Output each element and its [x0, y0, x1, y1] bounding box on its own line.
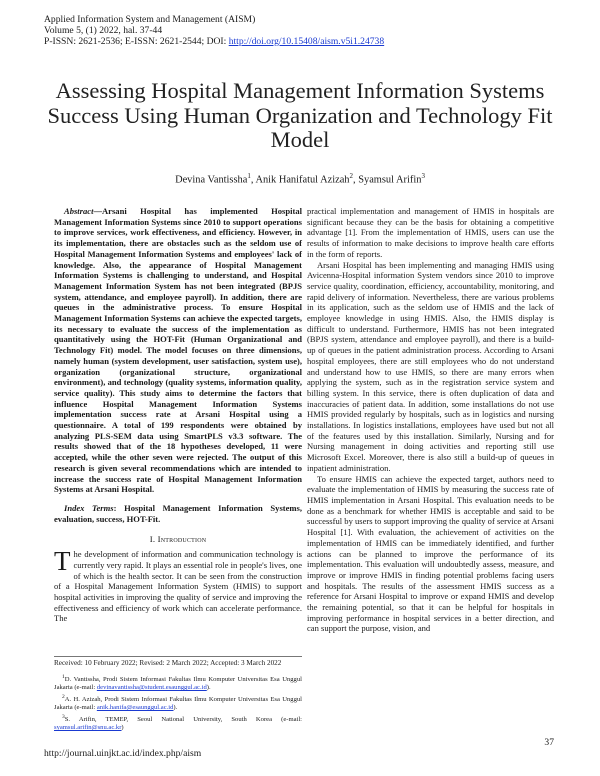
body-paragraph: Arsani Hospital has been implementing and managing HMIS using Avicenna-Hospital information System vendors since 2010 to improve service quality, coordination, efficiency, accountability, monitoring, and rapid delivery of information. Nevertheless, there are various problems in its application, such as the seldom use of HMIS and the lack of employee knowledge in using HMIS. Also, the HMIS display is difficult to understand. Furthermore, HMIS has not been integrated (BPJS system, attendance and employee payroll), and there is a build-up of queues in the patient administration process. According to Arsani hospital employees, there are still employees who do not understand and understand how to use HMIS, so there are many errors when applying the system, such as in the registration service system and billing system. In this service, there is often duplication of data and inaccuracies of patient data. In addition, some installations do not use HMIS provided regularly by hospitals, such as in logistics and nursing installations. In logistics installations, employees have used but not all of the features used by this installation. Similarly, Nursing and for Nursing management in doing activities and reporting still use Microsoft Excel. Moreover, there is also still a build-up of queues in inpatient administration. [307, 259, 554, 473]
right-column [307, 206, 554, 634]
page-number: 37 [544, 737, 554, 748]
left-column [54, 206, 302, 624]
journal-volume: Volume 5, (1) 2022, hal. 37-44 [44, 25, 163, 36]
index-terms-label: Index Terms [64, 502, 114, 513]
intro-paragraph [54, 546, 302, 624]
email-link[interactable]: syamsul.arifin@snu.ac.kr [54, 724, 122, 732]
author-name: Syamsul Arifin [358, 174, 422, 186]
author-affiliation-mark: 2 [349, 172, 354, 180]
journal-url[interactable]: http://journal.uinjkt.ac.id/index.php/aism [44, 748, 202, 759]
author-footnotes [54, 673, 302, 733]
abstract-label: Abstract [64, 206, 94, 216]
section-title: Introduction [157, 534, 207, 545]
footnote: $^1$D. Vantissha, Prodi Sistem Informasi Fakultas Ilmu Komputer Universitas Esa Unggul Jakarta (e-mail: devinavantissha@student.esaunggul.ac.id). [54, 674, 302, 692]
drop-cap: T [54, 546, 71, 577]
abstract [54, 206, 302, 495]
index-terms [54, 503, 302, 524]
footnote: $^2$A. H. Azizah, Prodi Sistem Informasi Fakultas Ilmu Komputer Universitas Esa Unggul Jakarta (e-mail: anik.hanifa@esaunggul.ac.id). [54, 693, 302, 712]
index-terms-text: : Hospital Management Information Systems, evaluation, success, HOT-Fit. [54, 502, 302, 524]
author-list: Devina Vantissha$^1$, Anik Hanifatul Azizah$^2$, Syamsul Arifin$^3$ [175, 172, 425, 186]
author-name: Anik Hanifatul Azizah [255, 174, 350, 186]
section-heading [54, 534, 302, 545]
section-number: I. [149, 534, 156, 545]
email-link[interactable]: devinavantissha@student.esaunggul.ac.id [96, 684, 207, 692]
issn-text: P-ISSN: 2621-2536; E-ISSN: 2621-2544; DOI: [44, 36, 229, 47]
abstract-text: —Arsani Hospital has implemented Hospital Management Information Systems since 2010 to support operations to improve services, work effectiveness, and efficiency. However, in its implementation, there are obstacles such as the seldom use of Hospital Management Information Systems and employees' lack of knowledge. Also, the appearance of Hospital Management Information Systems is challenging to understand, and Hospital Management Information System has not been integrated (BPJS system, attendance, and employee payroll). In addition, there are queues in the administrative process. To ensure Hospital Management Information Systems can achieve the expected targets, its necessary to evaluate the success of the implementation as quantitatively using the HOT-Fit (Human Organizational and Technology Fit) model. The model focuses on three dimensions, namely human (system development, user satisfaction, system use), organization (organizational structure, organizational environment), and technology (quality systems, information quality, service quality). This study aims to determine the factors that influence Hospital Management Information Systems implementation success rate at Arsani Hospital using a questionnaire. A total of 199 respondents were obtained by analyzing PLS-SEM data using SmartPLS v3.3 software. The results showed that of the 18 hypotheses developed, 11 were accepted, while the other seven were rejected. The output of this research is given several recommendations which are intended to increase the success rate of Hospital Management Information Systems at Arsani Hospital. [54, 206, 302, 495]
doi-link[interactable]: http://doi.org/10.15408/aism.v5i1.24738 [228, 36, 385, 47]
journal-name: Applied Information System and Management (AISM) [44, 14, 256, 25]
paper-title: Assessing Hospital Management Information Systems Success Using Human Organization and Technology Fit Model [47, 78, 553, 152]
body-paragraph: practical implementation and management of HMIS in hospitals are significant because they can be the basis for obtaining a competitive advantage [1]. From the implementation of HMIS, users can use the results of information to make decisions to improve health care efforts in the form of reports. [307, 206, 554, 259]
received-dates: Received: 10 February 2022; Revised: 2 March 2022; Accepted: 3 March 2022 [54, 656, 302, 668]
journal-issn [44, 36, 384, 47]
journal-header [44, 14, 384, 47]
author-affiliation-mark: 3 [421, 172, 425, 180]
author-affiliation-mark: 1 [247, 172, 251, 180]
intro-text: he development of information and communication technology is currently very rapid. It plays an essential role in people's lives, one of which is the health sector. It can be seen from the construction of a Hospital Management Information System (HMIS) to support hospital activities in improving the quality of service and improving the effectiveness and efficiency of work which can accelerate performance. The [54, 549, 302, 624]
body-paragraph: To ensure HMIS can achieve the expected target, authors need to evaluate the implementation of HMIS by measuring the success rate of HMIS implementation in Arsani Hospital. This evaluation needs to be done as a benchmark for whether HMIS is acceptable and said to be successful by users to support improving the quality of service at Arsani Hospital [1]. With evaluation, the achievement of activities on the implementation of HMIS can be immediately identified, and further actions can be planned to improve the performance of its implementation. This evaluation will undoubtedly assess, measure, and improve or improve HMIS in finding potential problems facing users and hospitals. The results of the assessment HMIS success as a reference for Arsani Hospital to improve or expand HMIS and develop the remaining potential, so that it can be helpful for hospitals in improving performance in hospital services in a better direction, and can support the purpose, vision, and [307, 473, 554, 634]
footnote: $^3$S. Arifin, TEMEP, Seoul National University, South Korea (e-mail: syamsul.arifin@snu.ac.kr) [54, 713, 302, 732]
email-link[interactable]: anik.hanifa@esaunggul.ac.id [96, 704, 174, 712]
author-name: Devina Vantissha [175, 174, 248, 186]
